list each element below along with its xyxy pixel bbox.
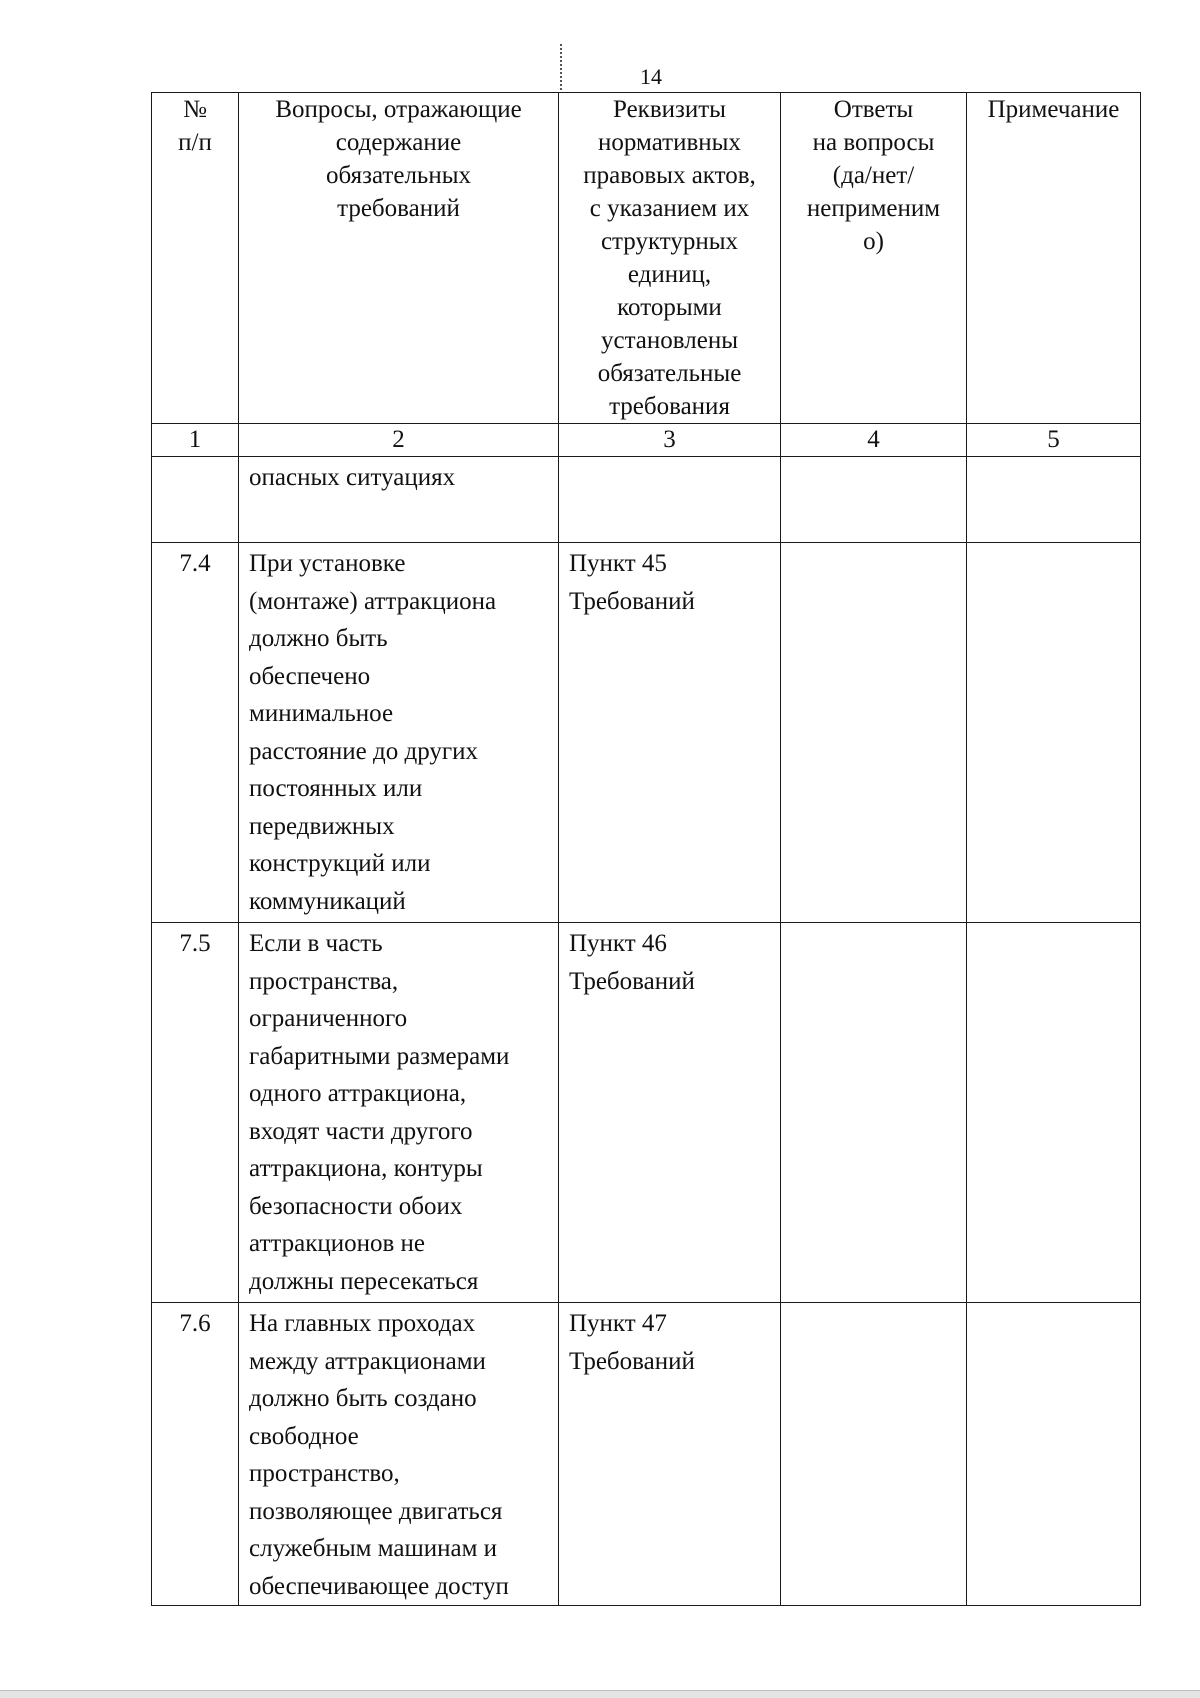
table-row [152,543,1141,923]
row-answer[interactable] [781,1303,967,1606]
row-number: 7.4 [152,543,239,923]
row-reference: Пункт 47 Требований [559,1303,781,1606]
table-row [152,923,1141,1303]
row-answer[interactable] [781,543,967,923]
row-answer[interactable] [781,923,967,1303]
row-reference: Пункт 46 Требований [559,923,781,1303]
header-row [152,93,1141,424]
row-note[interactable] [967,457,1141,543]
header-number: № п/п [152,93,239,424]
row-question: При установке (монтаже) аттракциона должно быть обеспечено минимальное расстояние до других постоянных или передвижных конструкций или коммуникаций [239,543,559,923]
row-number: 7.5 [152,923,239,1303]
column-index-3: 3 [559,424,781,457]
row-note[interactable] [967,1303,1141,1606]
column-index-row [152,424,1141,457]
header-questions: Вопросы, отражающие содержание обязательных требований [239,93,559,424]
header-references: Реквизиты нормативных правовых актов, с указанием их структурных единиц, которыми установлены обязательные требования [559,93,781,424]
table-row [152,457,1141,543]
row-question: опасных ситуациях [239,457,559,543]
row-number [152,457,239,543]
row-reference: Пункт 45 Требований [559,543,781,923]
row-answer[interactable] [781,457,967,543]
row-question: Если в часть пространства, ограниченного габаритными размерами одного аттракциона, входят части другого аттракциона, контуры безопасности обоих аттракционов не должны пересекаться [239,923,559,1303]
header-answers: Ответы на вопросы (да/нет/ неприменим о) [781,93,967,424]
column-index-5: 5 [967,424,1141,457]
row-question: На главных проходах между аттракционами должно быть создано свободное пространство, позволяющее двигаться служебным машинам и обеспечивающее доступ [239,1303,559,1606]
column-index-1: 1 [152,424,239,457]
row-note[interactable] [967,923,1141,1303]
column-index-2: 2 [239,424,559,457]
row-note[interactable] [967,543,1141,923]
scan-crease-mark [560,44,564,90]
page-number: 14 [640,64,662,89]
row-number: 7.6 [152,1303,239,1606]
column-index-4: 4 [781,424,967,457]
table-row [152,1303,1141,1606]
checklist-table [151,92,1141,1606]
row-reference [559,457,781,543]
header-note: Примечание [967,93,1141,424]
